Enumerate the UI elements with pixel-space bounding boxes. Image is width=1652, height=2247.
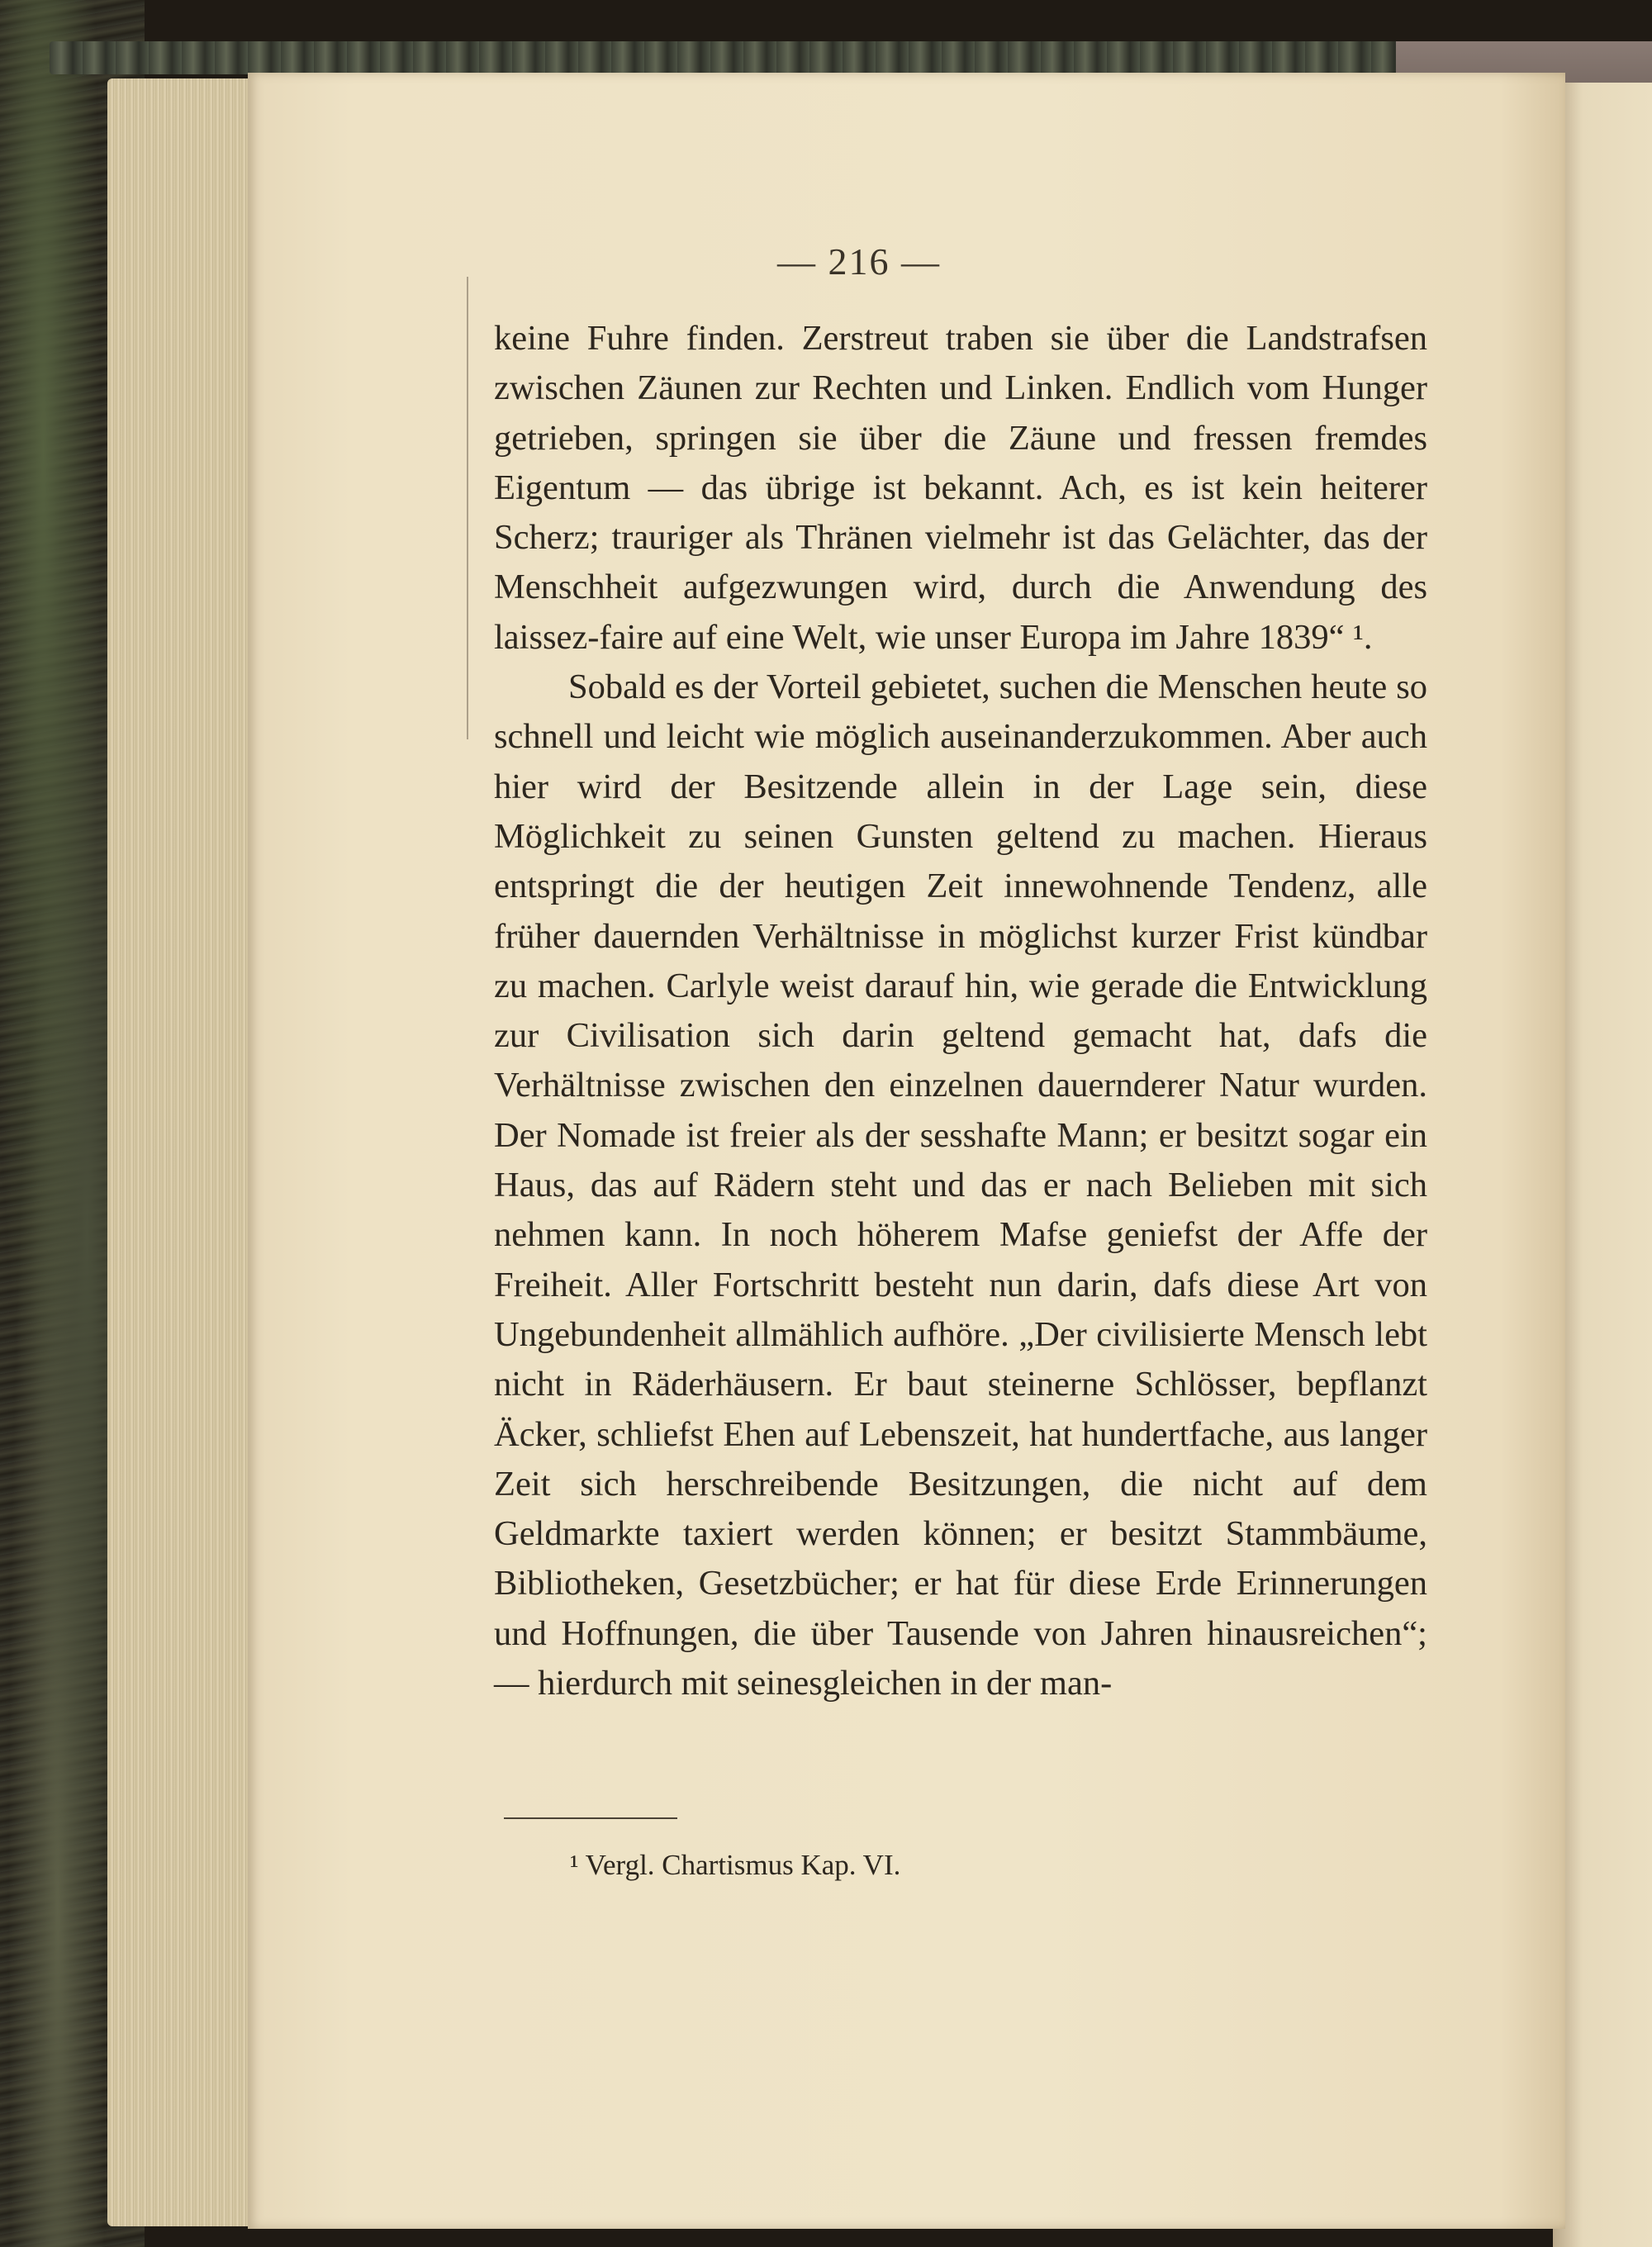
margin-pencil-mark	[467, 277, 468, 739]
footnote: ¹ Vergl. Chartismus Kap. VI.	[570, 1849, 901, 1881]
paragraph-2: Sobald es der Vorteil gebietet, suchen die Menschen heute so schnell und leicht wie möglich auseinanderzukommen. Aber auch hier wird der Besitzende allein in der Lage sein, diese Möglichkeit zu seinen Gunsten geltend zu machen. Hieraus entspringt die der heutigen Zeit innewohnende Tendenz, alle früher dauernden Verhältnisse in möglichst kurzer Frist kündbar zu machen. Carlyle weist darauf hin, wie gerade die Entwicklung zur Civilisation sich darin geltend gemacht hat, dafs die Verhältnisse zwischen den einzelnen dauernderer Natur wurden. Der Nomade ist freier als der sesshafte Mann; er besitzt sogar ein Haus, das auf Rädern steht und das er nach Belieben mit sich nehmen kann. In noch höherem Mafse geniefst der Affe der Freiheit. Aller Fortschritt besteht nun darin, dafs diese Art von Ungebundenheit allmählich aufhöre. „Der civilisierte Mensch lebt nicht in Räderhäusern. Er baut steinerne Schlösser, bepflanzt Äcker, schliefst Ehen auf Lebenszeit, hat hundertfache, aus langer Zeit sich herschreibende Besitzungen, die nicht auf dem Geldmarkte taxiert werden können; er besitzt Stammbäume, Bibliotheken, Gesetzbücher; er hat für diese Erde Erinnerungen und Hoffnungen, die über Tausende von Jahren hinausreichen“; — hierdurch mit seinesgleichen in der man-	[494, 667, 1427, 1703]
book-cover-top	[50, 41, 1404, 74]
facing-page-edge	[1553, 83, 1652, 2247]
body-text	[494, 314, 1427, 1708]
footnote-divider	[504, 1817, 677, 1819]
paragraph-1: keine Fuhre finden. Zerstreut traben sie über die Landstrafsen zwischen Zäunen zur Rechten und Linken. Endlich vom Hunger getrieben, springen sie über die Zäune und fressen fremdes Eigentum — das übrige ist bekannt. Ach, es ist kein heiterer Scherz; trauriger als Thränen vielmehr ist das Gelächter, das der Menschheit aufgezwungen wird, durch die Anwendung des laissez-faire auf eine Welt, wie unser Europa im Jahre 1839“ ¹.	[494, 319, 1427, 657]
page-edges	[107, 78, 256, 2226]
page-number: — 216 —	[777, 240, 941, 283]
